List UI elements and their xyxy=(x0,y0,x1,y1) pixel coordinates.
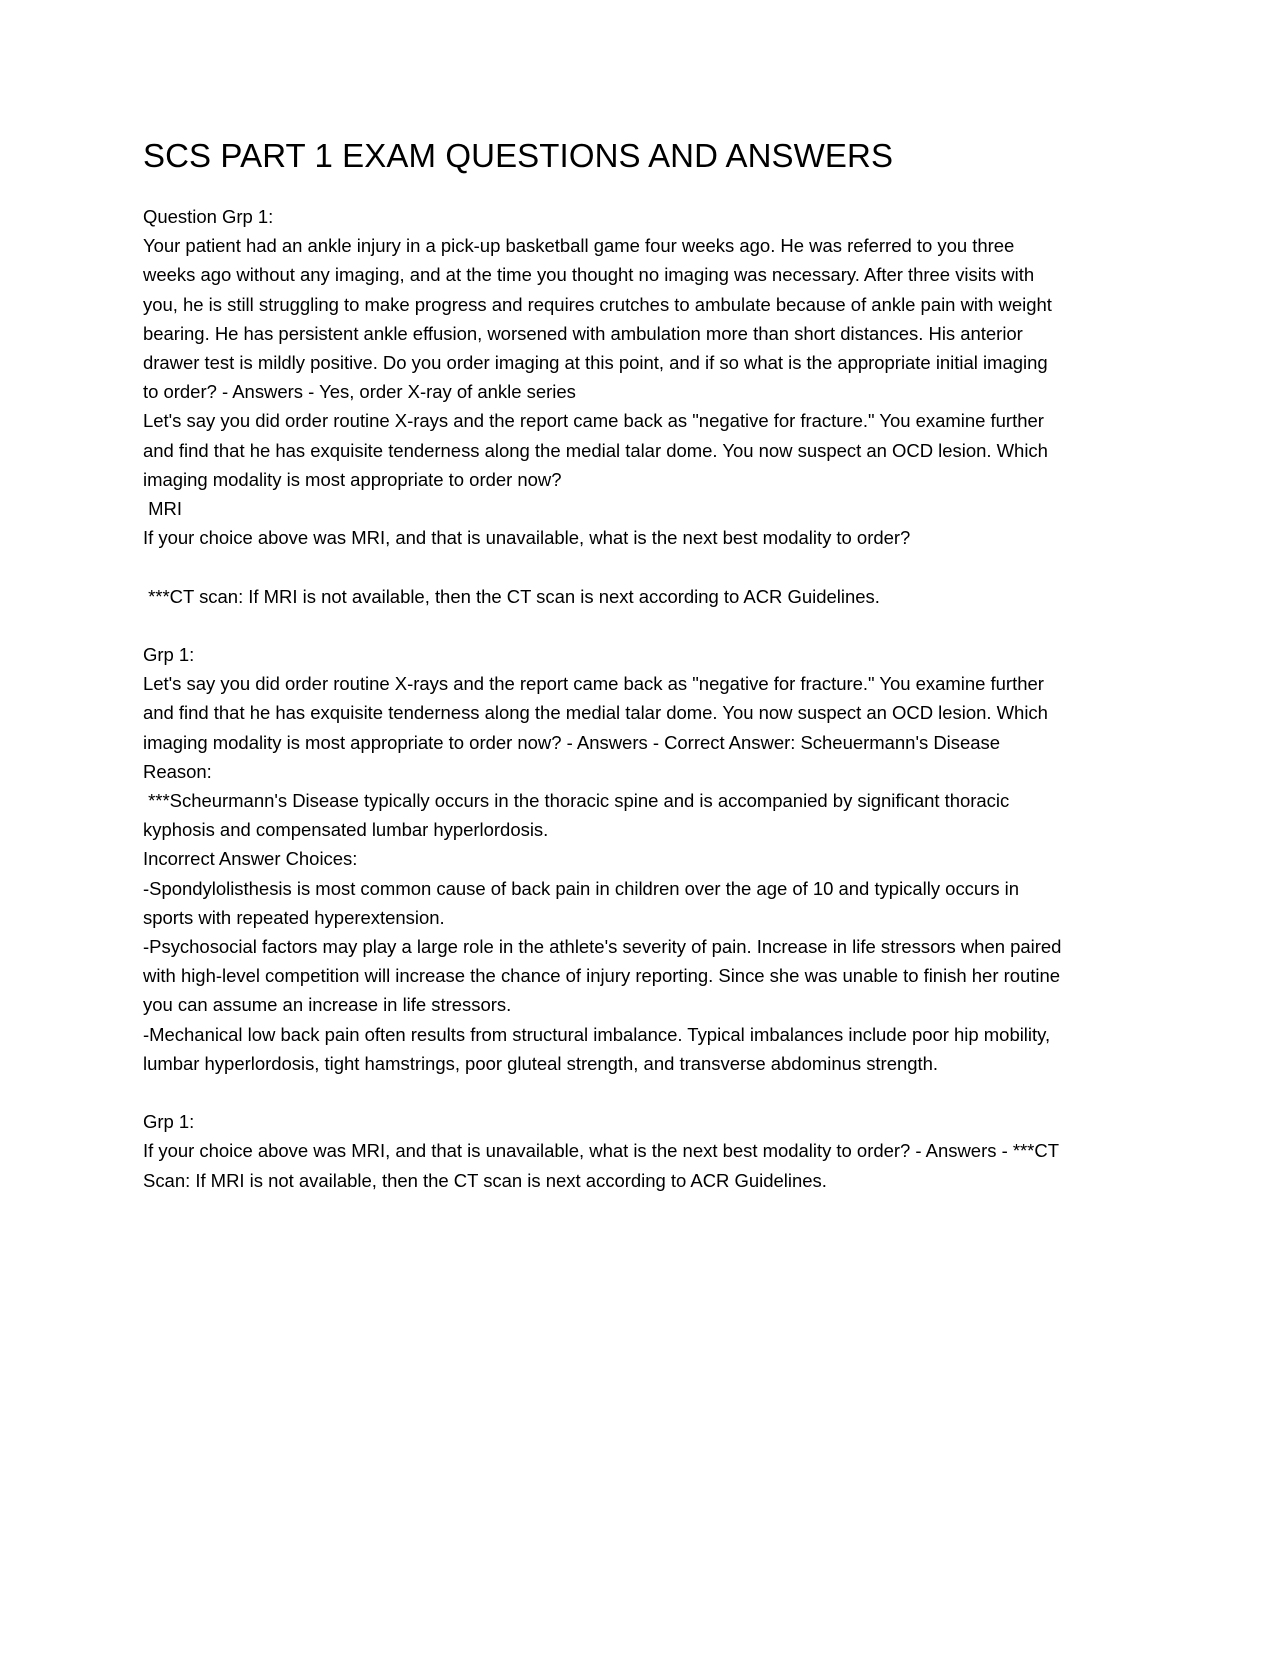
question-group-1-body: Your patient had an ankle injury in a pick-up basketball game four weeks ago. He was referred to you three weeks ago without any imaging, and at the time you thought no imaging was necessary. After three visits with you, he is still struggling to make progress and requires crutches to ambulate because of ankle pain with weight bearing. He has persistent ankle effusion, worsened with ambulation more than short distances. His anterior drawer test is mildly positive. Do you order imaging at this point, and if so what is the appropriate initial imaging to order? - Answers - Yes, order X-ray of ankle series xyxy=(143,235,1057,403)
grp-1-heading: Grp 1: xyxy=(143,644,195,666)
paragraph-spacer xyxy=(143,552,1063,581)
question-group-1-followup: Let's say you did order routine X-rays and the report came back as "negative for fracture." You examine further and find that he has exquisite tenderness along the medial talar dome. You now suspect an OCD lesion. Which imaging modality is most appropriate to order now? xyxy=(143,410,1054,490)
question-group-1-answer-mri: MRI xyxy=(143,498,182,520)
document-content xyxy=(143,136,1067,1195)
grp-1-reason-body: ***Scheurmann's Disease typically occurs in the thoracic spine and is accompanied by significant thoracic kyphosis and compensated lumbar hyperlordosis. xyxy=(143,790,1015,841)
grp-1-incorrect-answer-2: -Psychosocial factors may play a large role in the athlete's severity of pain. Increase in life stressors when paired with high-level competition will increase the chance of injury reporting. Since she was unable to finish her routine you can assume an increase in life stressors. xyxy=(143,936,1067,1016)
paragraph-spacer xyxy=(143,611,1063,640)
paragraph-spacer xyxy=(143,1078,1063,1107)
grp-2-heading: Grp 1: xyxy=(143,1111,195,1133)
grp-1-reason-label: Reason: xyxy=(143,760,212,782)
grp-2-body: If your choice above was MRI, and that is unavailable, what is the next best modality to order? - Answers - ***CT Scan: If MRI is not available, then the CT scan is next according to ACR Guidelines. xyxy=(143,1140,1064,1191)
grp-1-incorrect-answer-3: -Mechanical low back pain often results from structural imbalance. Typical imbalances include poor hip mobility, lumbar hyperlordosis, tight hamstrings, poor gluteal strength, and transverse abdominus strength. xyxy=(143,1023,1056,1074)
question-group-1-next-question: If your choice above was MRI, and that is unavailable, what is the next best modality to order? xyxy=(143,527,911,549)
question-group-1-heading: Question Grp 1: xyxy=(143,206,274,227)
page-title: SCS PART 1 EXAM QUESTIONS AND ANSWERS xyxy=(143,137,894,174)
grp-1-incorrect-answers-label: Incorrect Answer Choices: xyxy=(143,848,358,870)
question-group-1-ct-answer: ***CT scan: If MRI is not available, then the CT scan is next according to ACR Guidelines. xyxy=(143,585,880,607)
grp-1-incorrect-answer-1: -Spondylolisthesis is most common cause of back pain in children over the age of 10 and typically occurs in sports with repeated hyperextension. xyxy=(143,877,1025,928)
grp-1-body: Let's say you did order routine X-rays and the report came back as "negative for fracture." You examine further and find that he has exquisite tenderness along the medial talar dome. You now suspect an OCD lesion. Which imaging modality is most appropriate to order now? - Answers - Correct Answer: Scheuermann's Disease xyxy=(143,673,1054,753)
